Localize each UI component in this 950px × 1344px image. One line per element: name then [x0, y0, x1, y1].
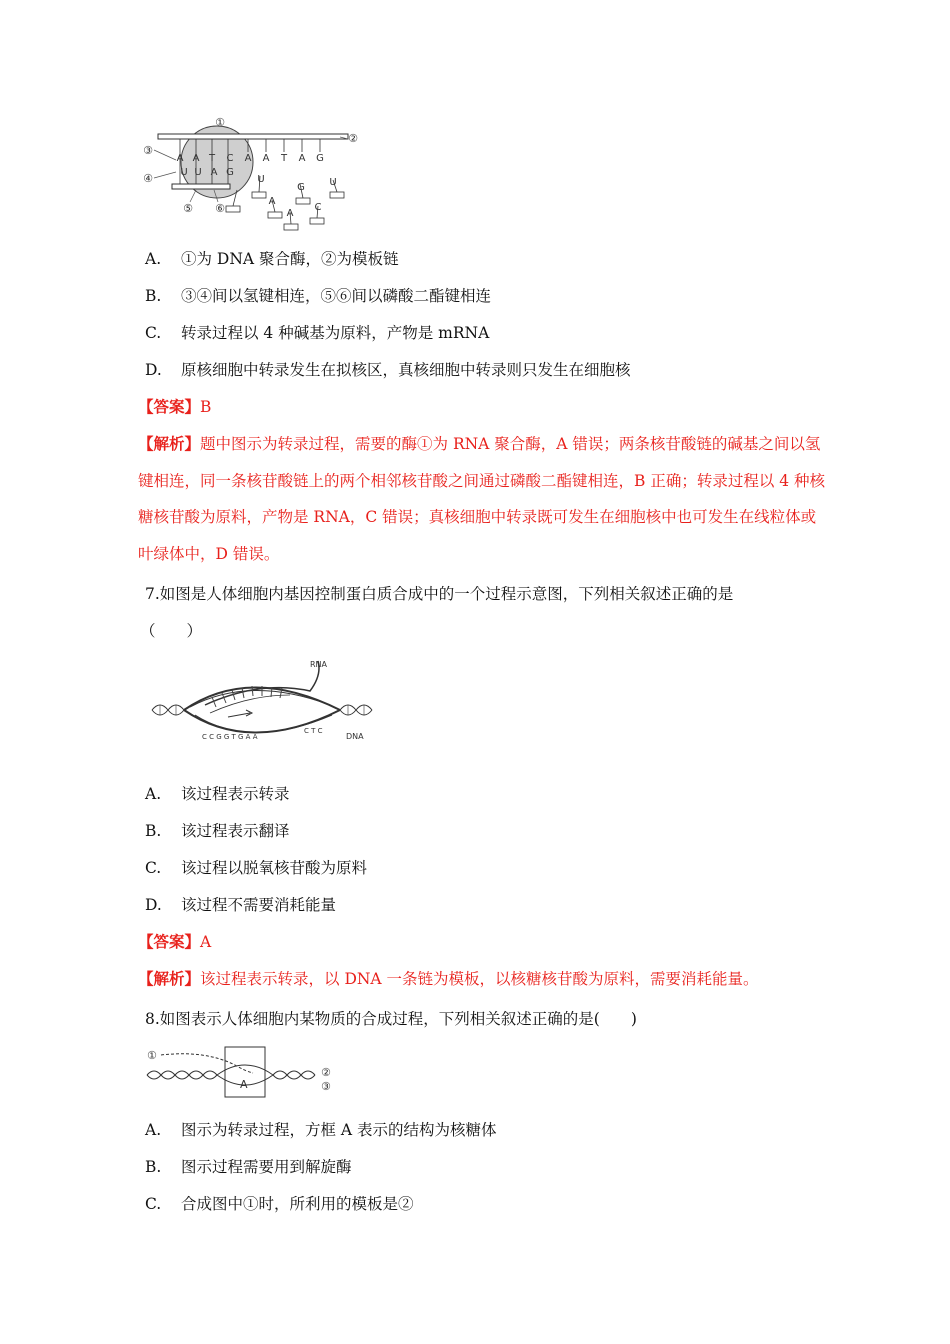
- dna-base: A: [262, 153, 270, 164]
- option-text: 合成图中①时，所利用的模板是②: [181, 1195, 414, 1213]
- q7-paren: （ ）: [140, 622, 203, 640]
- dna-base: T: [280, 153, 288, 164]
- q6-option-b: [145, 286, 491, 306]
- q7-option-d: [145, 895, 336, 915]
- free-base: A: [268, 196, 276, 207]
- option-text: 图示过程需要用到解旋酶: [181, 1158, 352, 1176]
- free-base: U: [329, 177, 337, 188]
- option-text: 转录过程以 4 种碱基为原料，产物是 mRNA: [181, 324, 490, 342]
- option-text: 该过程不需要消耗能量: [181, 896, 337, 914]
- option-label: B.: [145, 1158, 162, 1176]
- q6-option-d: [145, 360, 631, 380]
- rna-base: U: [194, 167, 202, 178]
- option-label: A.: [145, 785, 162, 803]
- label-1: ①: [215, 116, 225, 129]
- label-4: ④: [143, 172, 153, 185]
- free-base: G: [297, 182, 305, 193]
- label-2: ②: [321, 1066, 331, 1079]
- free-base: A: [286, 208, 294, 219]
- q7-analysis: [138, 969, 759, 989]
- rna-base: U: [180, 167, 188, 178]
- dna-base: A: [176, 153, 184, 164]
- dna-base: T: [208, 153, 216, 164]
- rna-label: RNA: [310, 660, 328, 669]
- answer-tag: 【答案】: [138, 932, 201, 951]
- label-5: ⑤: [183, 202, 193, 215]
- option-text: 该过程表示翻译: [181, 822, 290, 840]
- option-label: C.: [145, 324, 162, 342]
- transcription-figure-2: [150, 655, 375, 760]
- q7-stem: 7.如图是人体细胞内基因控制蛋白质合成中的一个过程示意图，下列相关叙述正确的是: [145, 585, 734, 603]
- free-base: U: [257, 174, 265, 185]
- option-text: 图示为转录过程，方框 A 表示的结构为核糖体: [181, 1121, 497, 1139]
- answer-value: B: [200, 398, 212, 416]
- q7-option-c: [145, 858, 367, 878]
- q7-answer: [138, 932, 211, 952]
- option-label: D.: [145, 361, 162, 379]
- dna-base: A: [298, 153, 306, 164]
- rna-base: A: [210, 167, 218, 178]
- transcription-figure-1: [140, 112, 370, 237]
- label-6: ⑥: [215, 202, 225, 215]
- q7-option-b: [145, 821, 290, 841]
- q8-option-b: [145, 1157, 352, 1177]
- free-base: C: [314, 202, 322, 213]
- q7-option-a: [145, 784, 290, 804]
- option-label: A.: [145, 1121, 162, 1139]
- analysis-text: 该过程表示转录，以 DNA 一条链为模板，以核糖核苷酸为原料，需要消耗能量。: [200, 970, 759, 988]
- dna-base: A: [244, 153, 252, 164]
- q6-option-a: [145, 249, 399, 269]
- dna-label: DNA: [346, 732, 364, 741]
- box-label: A: [240, 1078, 248, 1091]
- q8-option-c: [145, 1194, 414, 1214]
- label-3: ③: [143, 144, 153, 157]
- q8-stem: 8.如图表示人体细胞内某物质的合成过程，下列相关叙述正确的是( ): [145, 1010, 637, 1028]
- option-label: A.: [145, 250, 162, 268]
- label-2: ②: [348, 132, 358, 145]
- dna-base: A: [192, 153, 200, 164]
- option-text: ③④间以氢键相连，⑤⑥间以磷酸二酯键相连: [181, 287, 492, 305]
- bottom-sequence: C C G G T G A A: [202, 733, 258, 741]
- q6-option-c: [145, 323, 489, 343]
- analysis-tag: 【解析】: [138, 969, 201, 988]
- label-1: ①: [147, 1049, 157, 1062]
- q6-answer: [138, 397, 211, 417]
- option-text: ①为 DNA 聚合酶，②为模板链: [181, 250, 399, 268]
- q8-option-a: [145, 1120, 497, 1140]
- option-text: 该过程表示转录: [181, 785, 290, 803]
- answer-tag: 【答案】: [138, 397, 201, 416]
- right-sequence: C T C: [304, 727, 323, 735]
- analysis-text: 题中图示为转录过程，需要的酶①为 RNA 聚合酶，A 错误；两条核苷酸链的碱基之间以氢键相连，同一条核苷酸链上的两个相邻核苷酸之间通过磷酸二酯键相连，B 正确；转录过程以 4 种核糖核苷酸为原料，产物是 RNA，C 错误；真核细胞中转录既可发生在细胞核中也可发生在线粒体或叶绿体中，D 错误。: [138, 435, 826, 563]
- option-text: 原核细胞中转录发生在拟核区，真核细胞中转录则只发生在细胞核: [181, 361, 631, 379]
- option-label: B.: [145, 287, 162, 305]
- rna-base: G: [226, 167, 234, 178]
- option-label: C.: [145, 1195, 162, 1213]
- dna-base: C: [226, 153, 234, 164]
- option-text: 该过程以脱氧核苷酸为原料: [181, 859, 368, 877]
- q6-analysis: [138, 426, 828, 572]
- transcription-figure-3: [145, 1045, 345, 1100]
- option-label: B.: [145, 822, 162, 840]
- answer-value: A: [200, 933, 212, 951]
- dna-base: G: [316, 153, 324, 164]
- label-3: ③: [321, 1080, 331, 1093]
- option-label: D.: [145, 896, 162, 914]
- analysis-tag: 【解析】: [138, 434, 201, 453]
- option-label: C.: [145, 859, 162, 877]
